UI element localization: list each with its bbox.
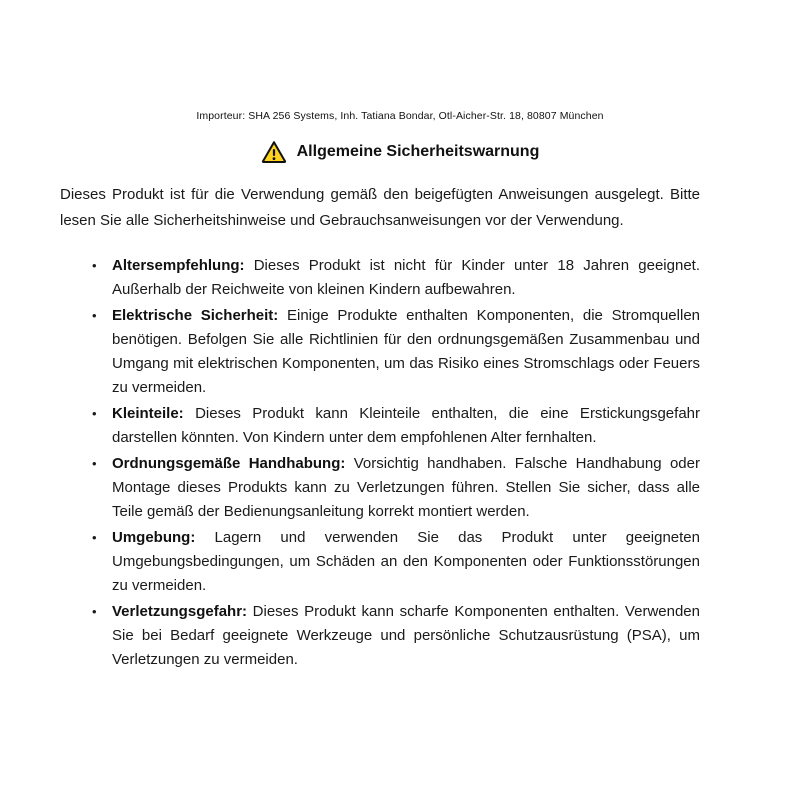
list-item (94, 526, 700, 598)
list-item (94, 304, 700, 400)
importer-line: Importeur: SHA 256 Systems, Inh. Tatiana Bondar, Otl-Aicher-Str. 18, 80807 München (196, 110, 604, 122)
bullet-label: Kleinteile: (112, 405, 184, 422)
bullet-text: Dieses Produkt kann scharfe Komponenten enthalten. Verwenden Sie bei Bedarf geeignete Werkzeuge und persönliche Schutzausrüstung (PSA), um Verletzungen zu vermeiden. (112, 603, 700, 668)
page-title: Allgemeine Sicherheitswarnung (296, 143, 540, 160)
bullet-text: Dieses Produkt kann Kleinteile enthalten, die eine Erstickungsgefahr darstellen könnten. Von Kindern unter dem empfohlenen Alter fernhalten. (112, 405, 700, 446)
bullet-label: Altersempfehlung: (112, 257, 245, 274)
bullet-text: Vorsichtig handhaben. Falsche Handhabung oder Montage dieses Produkts kann zu Verletzungen führen. Stellen Sie sicher, dass alle Teile gemäß der Bedienungsanleitung korrekt montiert werden. (112, 455, 700, 520)
bullet-label: Verletzungsgefahr: (112, 603, 248, 620)
bullet-text: Lagern und verwenden Sie das Produkt unter geeigneten Umgebungsbedingungen, um Schäden an den Komponenten oder Funktionsstörungen zu vermeiden. (112, 529, 700, 594)
bullet-text: Einige Produkte enthalten Komponenten, die Stromquellen benötigen. Befolgen Sie alle Richtlinien für den ordnungsgemäßen Zusammenbau und Umgang mit elektrischen Komponenten, um das Risiko eines Stromschlags oder Feuers zu vermeiden. (112, 307, 700, 396)
bullet-label: Umgebung: (112, 529, 196, 546)
warning-heading-row (100, 140, 700, 164)
bullet-label: Elektrische Sicherheit: (112, 307, 279, 324)
list-item (94, 254, 700, 302)
intro-paragraph: Dieses Produkt ist für die Verwendung gemäß den beigefügten Anweisungen ausgelegt. Bitte lesen Sie alle Sicherheitshinweise und Gebrauchsanweisungen vor der Verwendung. (60, 186, 700, 229)
warning-triangle-icon (261, 140, 287, 164)
safety-list (60, 254, 700, 672)
list-item (94, 452, 700, 524)
list-item (94, 600, 700, 672)
bullet-text: Dieses Produkt ist nicht für Kinder unter 18 Jahren geeignet. Außerhalb der Reichweite von kleinen Kindern aufbewahren. (112, 257, 701, 298)
list-item (94, 402, 700, 450)
bullet-label: Ordnungsgemäße Handhabung: (112, 455, 346, 472)
